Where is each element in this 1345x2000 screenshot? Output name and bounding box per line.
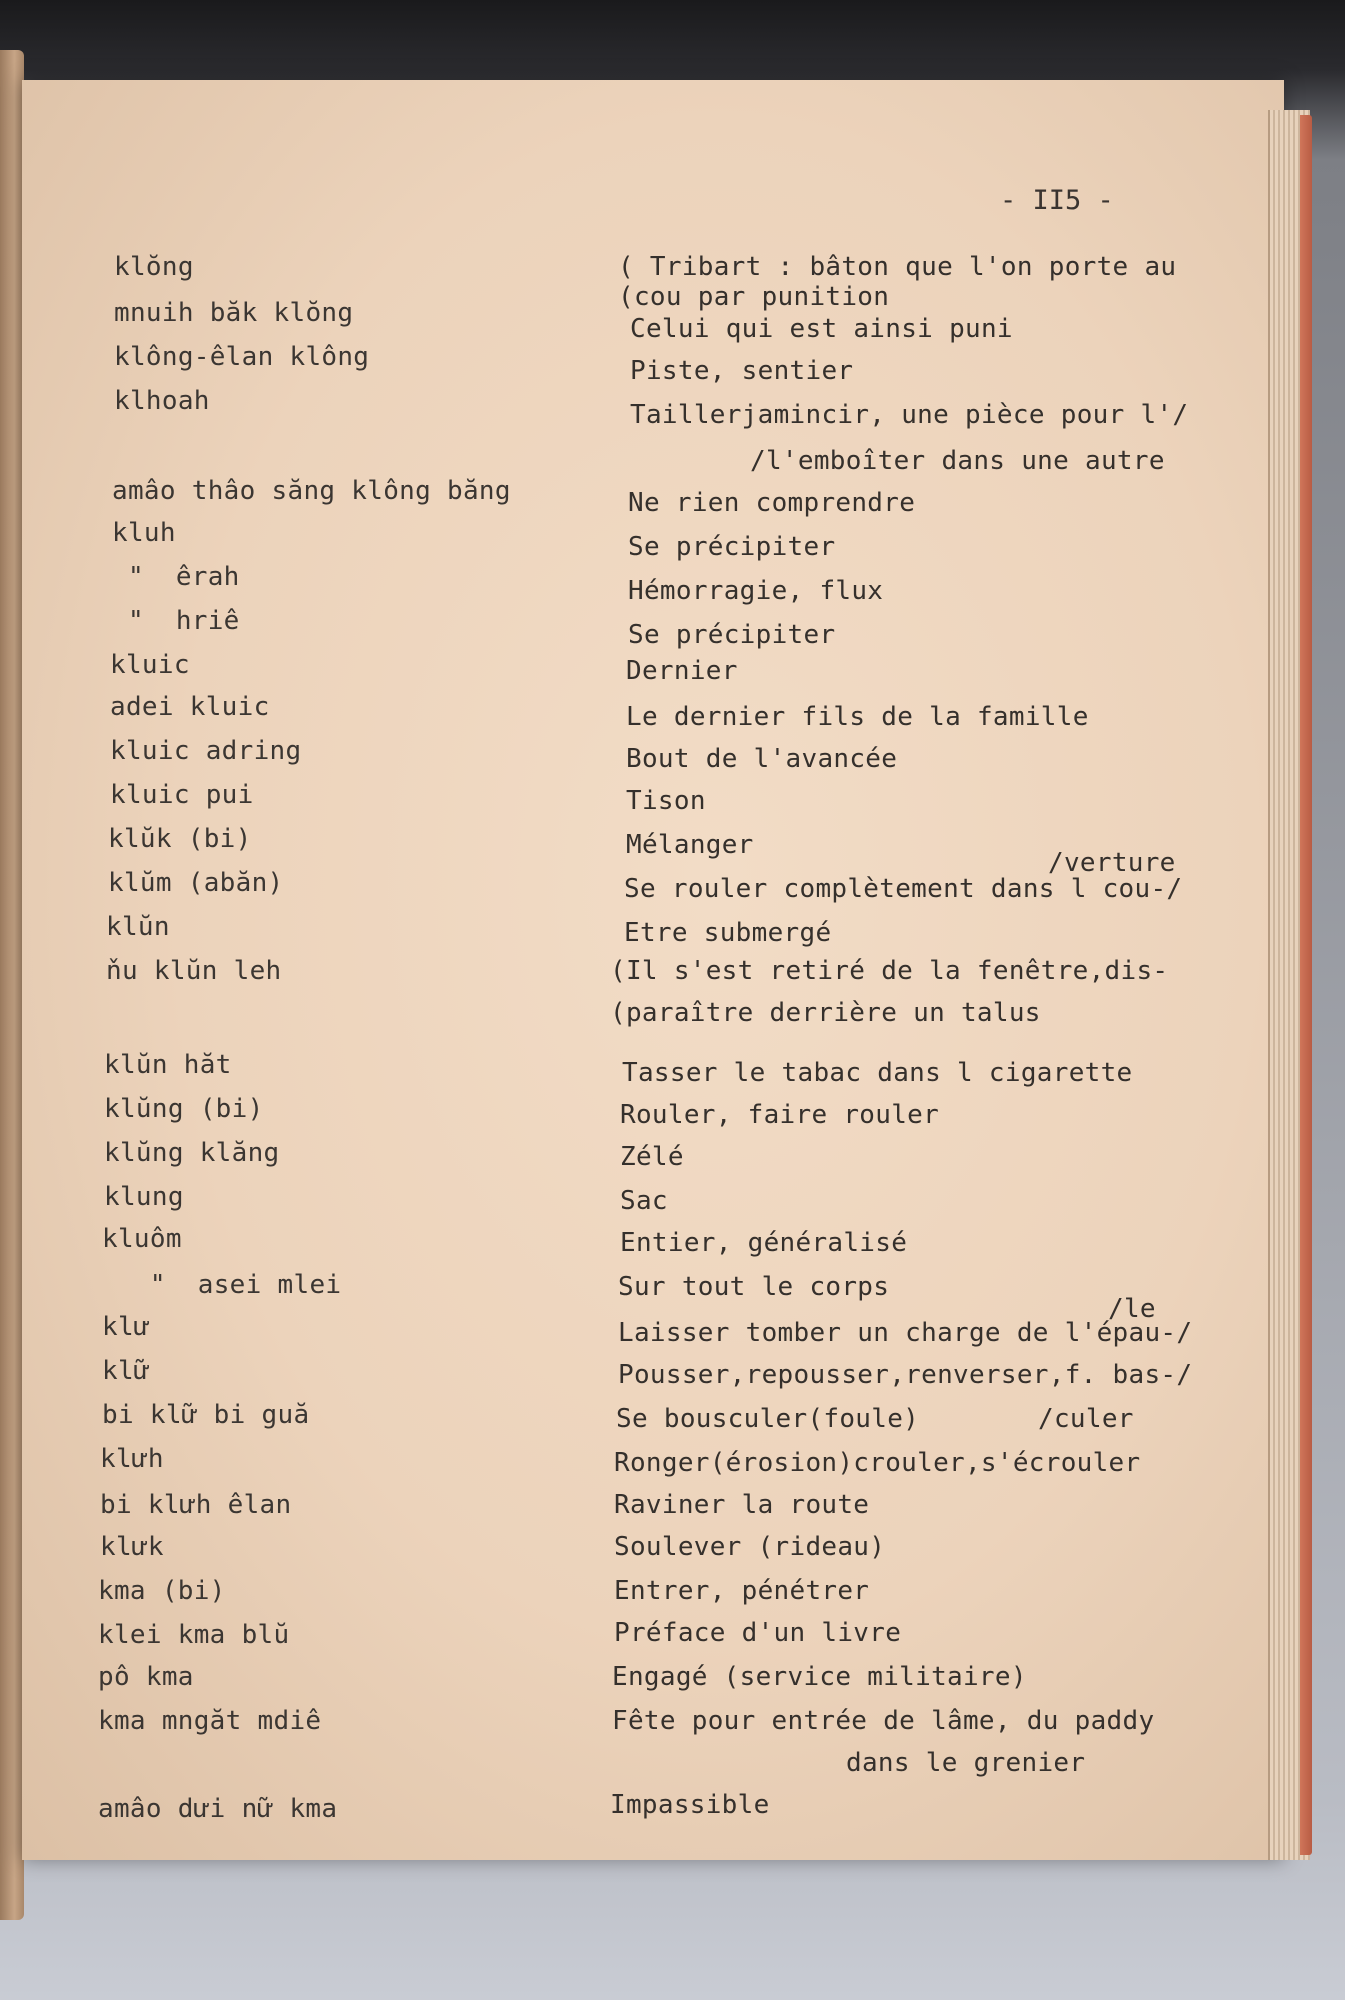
entry-definition: Hémorragie, flux	[628, 576, 884, 606]
entry-definition: Se précipiter	[628, 620, 836, 650]
entry-term: klŭk (bi)	[108, 824, 252, 854]
entry-definition: Laisser tomber un charge de l'épau-/	[618, 1318, 1193, 1348]
entry-term: bi klữ bi guă	[102, 1400, 310, 1430]
entry-definition: Soulever (rideau)	[614, 1532, 886, 1562]
entry-definition: Se bousculer(foule)	[616, 1404, 920, 1434]
entry-term: kma mngăt mdiê	[98, 1706, 322, 1736]
entry-definition: Ronger(érosion)crouler,s'écrouler	[614, 1448, 1141, 1478]
entry-term: klŏng	[114, 252, 194, 282]
entry-term: kluh	[112, 518, 176, 548]
entry-term: adei kluic	[110, 692, 270, 722]
entry-term: bi klưh êlan	[100, 1490, 292, 1520]
entry-definition: Etre submergé	[624, 918, 832, 948]
entry-definition: Mélanger	[626, 830, 754, 860]
entry-term: ňu klŭn leh	[106, 956, 282, 986]
entry-term: klei kma blŭ	[98, 1620, 290, 1650]
entry-definition: Ne rien comprendre	[628, 488, 916, 518]
entry-term: klông-êlan klông	[114, 342, 370, 372]
entry-definition: Piste, sentier	[630, 356, 854, 386]
entry-definition: Engagé (service militaire)	[612, 1662, 1027, 1692]
entry-term: klŭng klăng	[104, 1138, 280, 1168]
entry-term: " êrah	[112, 562, 240, 592]
entry-definition: Entier, généralisé	[620, 1228, 908, 1258]
entry-definition: Tasser le tabac dans l cigarette	[622, 1058, 1133, 1088]
entry-term: kma (bi)	[98, 1576, 226, 1606]
entry-term: " asei mlei	[118, 1270, 342, 1300]
entry-term: " hriê	[112, 606, 240, 636]
entry-definition: Fête pour entrée de lâme, du paddy	[612, 1706, 1155, 1736]
entry-definition: Dernier	[626, 656, 738, 686]
entry-definition: ( Tribart : bâton que l'on porte au	[618, 252, 1177, 282]
entry-term: klưk	[100, 1532, 164, 1562]
entry-definition: Le dernier fils de la famille	[626, 702, 1089, 732]
entry-note: /le	[1108, 1294, 1156, 1324]
entry-term: kluic	[110, 650, 190, 680]
entry-term: amâo thâo săng klông băng	[112, 476, 511, 506]
entry-definition: Raviner la route	[614, 1490, 870, 1520]
entry-term: mnuih băk klŏng	[114, 298, 354, 328]
entry-term: klŭn hăt	[104, 1050, 232, 1080]
entry-definition-continued: (cou par punition	[618, 282, 890, 312]
entry-definition: Préface d'un livre	[614, 1618, 902, 1648]
entry-definition: Taillerjamincir, une pièce pour l'/	[630, 400, 1189, 430]
entry-term: pô kma	[98, 1662, 194, 1692]
page-number: - II5 -	[1000, 185, 1114, 216]
entry-definition: Sac	[620, 1186, 668, 1216]
entry-definition: Tison	[626, 786, 706, 816]
entry-term: kluic adring	[110, 736, 302, 766]
entry-term: klư	[102, 1312, 150, 1342]
entry-definition: Celui qui est ainsi puni	[630, 314, 1013, 344]
entry-note: /verture	[1048, 848, 1176, 878]
entry-definition: Se précipiter	[628, 532, 836, 562]
entry-definition: Entrer, pénétrer	[614, 1576, 870, 1606]
entry-definition-continued: (paraître derrière un talus	[610, 998, 1041, 1028]
entry-definition-continued: /l'emboîter dans une autre	[750, 446, 1165, 476]
entry-term: klŭng (bi)	[104, 1094, 264, 1124]
entry-definition: Bout de l'avancée	[626, 744, 898, 774]
entry-definition: Sur tout le corps	[618, 1272, 890, 1302]
entry-definition-continued: dans le grenier	[846, 1748, 1086, 1778]
entry-term: klưh	[100, 1444, 164, 1474]
entry-definition: Rouler, faire rouler	[620, 1100, 940, 1130]
entry-definition: Se rouler complètement dans l cou-/	[624, 874, 1183, 904]
entry-definition: (Il s'est retiré de la fenêtre,dis-	[610, 956, 1169, 986]
entry-term: kluic pui	[110, 780, 254, 810]
entry-definition: Pousser,repousser,renverser,f. bas-/	[618, 1360, 1193, 1390]
entry-term: klŭn	[106, 912, 170, 942]
entry-definition: Impassible	[610, 1790, 770, 1820]
entry-term: klŭm (abăn)	[108, 868, 284, 898]
entry-note: /culer	[1038, 1404, 1134, 1434]
entry-term: klung	[104, 1182, 184, 1212]
entry-term: kluôm	[102, 1224, 182, 1254]
entry-term: amâo dưi nữ kma	[98, 1794, 338, 1824]
entry-term: klữ	[102, 1356, 150, 1386]
entry-definition: Zélé	[620, 1142, 684, 1172]
entry-term: klhoah	[114, 386, 210, 416]
